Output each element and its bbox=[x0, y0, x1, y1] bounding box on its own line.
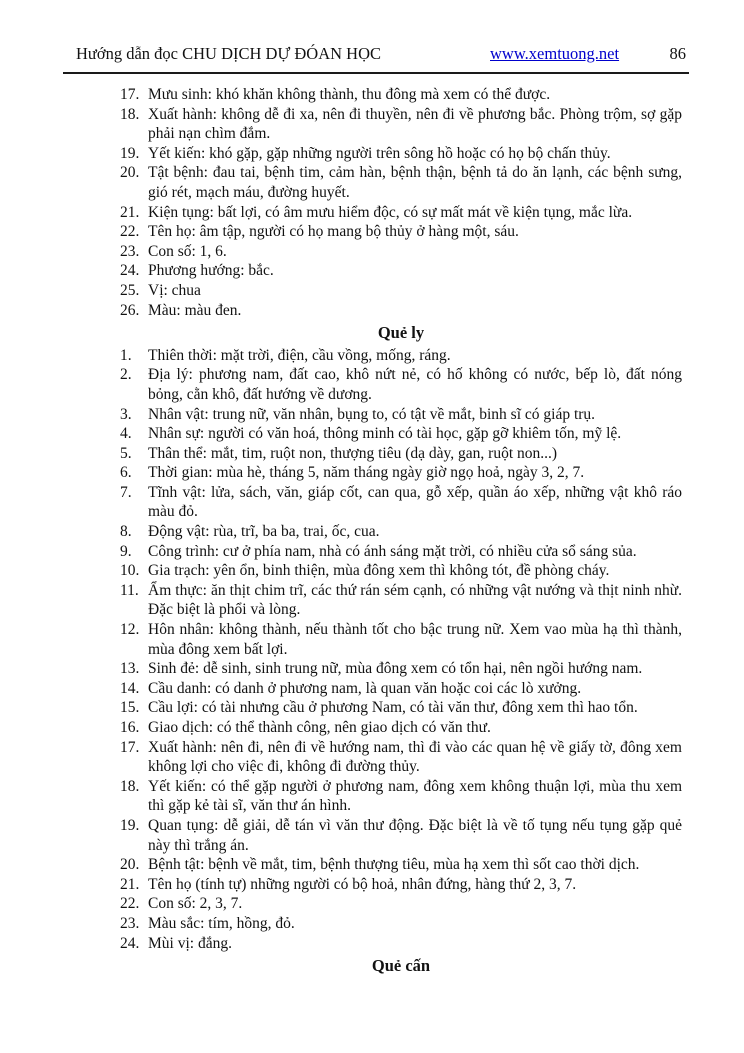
item-text: Địa lý: phương nam, đất cao, khô nứt nẻ, có hố không có nước, bếp lò, đất nóng bỏng, cằn khô, đất hướng về dương. bbox=[148, 366, 682, 403]
item-text: Nhân sự: người có văn hoá, thông minh có tài học, gặp gỡ khiêm tốn, mỹ lệ. bbox=[148, 425, 622, 443]
item-text: Yết kiến: có thể gặp người ở phương nam, đông xem không thuận lợi, mùa thu xem thì gặp kẻ tài sĩ, văn thư án hình. bbox=[148, 777, 682, 815]
item-number: 21. bbox=[120, 203, 140, 221]
list-item bbox=[120, 894, 682, 914]
item-text: Quan tụng: dễ giải, dễ tán vì văn thư động. Đặc biệt là về tố tụng nếu tụng gặp quẻ này thì trắng án. bbox=[148, 816, 682, 854]
list-item bbox=[120, 222, 682, 242]
item-number: 18. bbox=[120, 777, 140, 795]
item-text: Tĩnh vật: lửa, sách, văn, giáp cốt, can qua, gỗ xếp, quần áo xếp, những vật khô ráo màu đỏ. bbox=[148, 483, 682, 521]
list-item bbox=[120, 561, 682, 581]
item-text: Thiên thời: mặt trời, điện, cầu vồng, mống, ráng. bbox=[148, 346, 451, 364]
item-number: 10. bbox=[120, 562, 140, 580]
list-item bbox=[120, 914, 682, 934]
item-text: Mùi vị: đắng. bbox=[148, 934, 232, 952]
item-text: Ẩm thực: ăn thịt chim trĩ, các thứ rán sém cạnh, có những vật nướng và thịt ninh nhừ. Đặc biệt là phổi và lòng. bbox=[148, 581, 682, 619]
item-number: 13. bbox=[120, 660, 140, 678]
item-text: Xuất hành: không dễ đi xa, nên đi thuyền, nên đi về phương bắc. Phòng trộm, sợ gặp phải nạn chìm đắm. bbox=[148, 105, 682, 143]
list-item bbox=[120, 875, 682, 895]
item-number: 19. bbox=[120, 144, 140, 162]
list-item bbox=[120, 522, 682, 542]
item-text: Nhân vật: trung nữ, văn nhân, bụng to, có tật về mắt, binh sĩ có giáp trụ. bbox=[148, 405, 596, 423]
item-number: 12. bbox=[120, 621, 140, 639]
list-item bbox=[120, 144, 682, 164]
list-item bbox=[120, 620, 682, 659]
list-item bbox=[120, 105, 682, 144]
item-number: 16. bbox=[120, 719, 140, 736]
list-item bbox=[120, 203, 682, 223]
list-item bbox=[120, 483, 682, 522]
list-item bbox=[120, 301, 682, 321]
list-item bbox=[120, 444, 682, 464]
list-item bbox=[120, 542, 682, 562]
item-text: Sinh đẻ: dễ sinh, sinh trung nữ, mùa đông xem có tổn hại, nên ngồi hướng nam. bbox=[148, 660, 643, 678]
item-number: 17. bbox=[120, 738, 140, 756]
item-number: 24. bbox=[120, 934, 140, 952]
list-item bbox=[120, 163, 682, 202]
item-number: 25. bbox=[120, 281, 140, 299]
list-item bbox=[120, 424, 682, 444]
item-number: 14. bbox=[120, 679, 140, 697]
book-title: Hướng dẫn đọc CHU DỊCH DỰ ĐÓAN HỌC bbox=[76, 44, 381, 63]
item-number: 11. bbox=[120, 581, 139, 599]
item-number: 15. bbox=[120, 699, 140, 717]
item-number: 9. bbox=[120, 542, 132, 560]
item-number: 19. bbox=[120, 816, 140, 834]
section-heading-que-can: Quẻ cấn bbox=[371, 956, 431, 976]
list-item bbox=[120, 816, 682, 855]
list-kham-continued bbox=[120, 85, 682, 320]
item-text: Bệnh tật: bệnh về mắt, tim, bệnh thượng tiêu, mùa hạ xem thì sốt cao thời dịch. bbox=[148, 856, 640, 874]
item-number: 5. bbox=[120, 444, 132, 462]
item-number: 3. bbox=[120, 405, 132, 423]
item-number: 21. bbox=[120, 875, 140, 893]
item-text: Thân thể: mắt, tim, ruột non, thượng tiêu (dạ dày, gan, ruột non...) bbox=[148, 444, 558, 462]
item-text: Màu sắc: tím, hồng, đỏ. bbox=[148, 914, 295, 932]
item-number: 1. bbox=[120, 346, 132, 364]
list-item bbox=[120, 679, 682, 699]
item-text: Tên họ (tính tự) những người có bộ hoả, nhân đứng, hàng thứ 2, 3, 7. bbox=[148, 875, 577, 893]
item-text: Con số: 2, 3, 7. bbox=[148, 895, 243, 913]
item-number: 22. bbox=[120, 223, 140, 241]
page-number: 86 bbox=[669, 44, 686, 63]
item-text: Tật bệnh: đau tai, bệnh tim, cảm hàn, bệnh thận, bệnh tả do ăn lạnh, các bệnh sưng, gió rét, mạch máu, đường huyết. bbox=[148, 164, 682, 201]
list-que-ly bbox=[120, 346, 682, 953]
list-item bbox=[120, 365, 682, 404]
site-link[interactable]: www.xemtuong.net bbox=[490, 44, 620, 63]
item-text: Gia trạch: yên ổn, binh thiện, mùa đông xem thì không tót, đề phòng cháy. bbox=[148, 562, 610, 580]
item-number: 7. bbox=[120, 483, 132, 501]
item-text: Công trình: cư ở phía nam, nhà có ánh sáng mặt trời, có nhiều cửa sổ sáng sủa. bbox=[148, 542, 637, 560]
item-text: Kiện tụng: bất lợi, có âm mưu hiểm độc, có sự mất mát về kiện tụng, mắc lừa. bbox=[148, 203, 633, 221]
item-text: Cầu lợi: có tài nhưng cầu ở phương Nam, có tài văn thư, đông xem thì hao tổn. bbox=[148, 699, 638, 717]
header-divider bbox=[63, 72, 689, 74]
list-item bbox=[120, 718, 682, 738]
item-number: 23. bbox=[120, 914, 140, 932]
item-number: 26. bbox=[120, 301, 140, 319]
item-text: Màu: màu đen. bbox=[148, 301, 242, 319]
item-number: 17. bbox=[120, 86, 140, 103]
item-text: Tên họ: âm tập, người có họ mang bộ thủy ở hàng một, sáu. bbox=[148, 223, 519, 241]
list-item bbox=[120, 855, 682, 875]
item-text: Con số: 1, 6. bbox=[148, 242, 227, 260]
item-number: 8. bbox=[120, 523, 132, 541]
item-text: Cầu danh: có danh ở phương nam, là quan văn hoặc coi các lò xưởng. bbox=[148, 679, 582, 697]
item-text: Vị: chua bbox=[148, 281, 201, 299]
list-item bbox=[120, 934, 682, 954]
item-number: 20. bbox=[120, 164, 140, 182]
page-header bbox=[76, 44, 688, 66]
item-number: 20. bbox=[120, 856, 140, 874]
list-item bbox=[120, 242, 682, 262]
list-item bbox=[120, 281, 682, 301]
item-text: Yết kiến: khó gặp, gặp những người trên sông hồ hoặc có họ bộ chấn thủy. bbox=[148, 144, 611, 162]
section-heading-que-ly: Quẻ ly bbox=[377, 323, 425, 343]
list-item bbox=[120, 405, 682, 425]
list-item bbox=[120, 659, 682, 679]
list-item bbox=[120, 346, 682, 366]
item-text: Mưu sinh: khó khăn không thành, thu đông mà xem có thể được. bbox=[148, 86, 551, 103]
list-item bbox=[120, 85, 682, 105]
list-item bbox=[120, 581, 682, 620]
item-text: Hôn nhân: không thành, nếu thành tốt cho bậc trung nữ. Xem vao mùa hạ thì thành, mùa đông xem bất lợi. bbox=[148, 621, 682, 658]
page-content bbox=[120, 85, 682, 979]
list-item bbox=[120, 463, 682, 483]
item-number: 23. bbox=[120, 242, 140, 260]
item-text: Xuất hành: nên đi, nên đi về hướng nam, thì đi vào các quan hệ về giấy tờ, đông xem không lợi cho việc đi, không đi đường thủy. bbox=[148, 738, 682, 776]
list-item bbox=[120, 738, 682, 777]
item-number: 4. bbox=[120, 425, 132, 443]
item-number: 6. bbox=[120, 464, 132, 482]
item-number: 18. bbox=[120, 105, 140, 123]
item-text: Giao dịch: có thể thành công, nên giao dịch có văn thư. bbox=[148, 719, 491, 736]
list-item bbox=[120, 698, 682, 718]
list-item bbox=[120, 777, 682, 816]
list-item bbox=[120, 261, 682, 281]
item-number: 22. bbox=[120, 895, 140, 913]
item-text: Động vật: rùa, trĩ, ba ba, trai, ốc, cua. bbox=[148, 523, 380, 541]
item-number: 2. bbox=[120, 366, 132, 384]
item-text: Phương hướng: bắc. bbox=[148, 262, 274, 280]
item-text: Thời gian: mùa hè, tháng 5, năm tháng ngày giờ ngọ hoả, ngày 3, 2, 7. bbox=[148, 464, 585, 482]
item-number: 24. bbox=[120, 262, 140, 280]
